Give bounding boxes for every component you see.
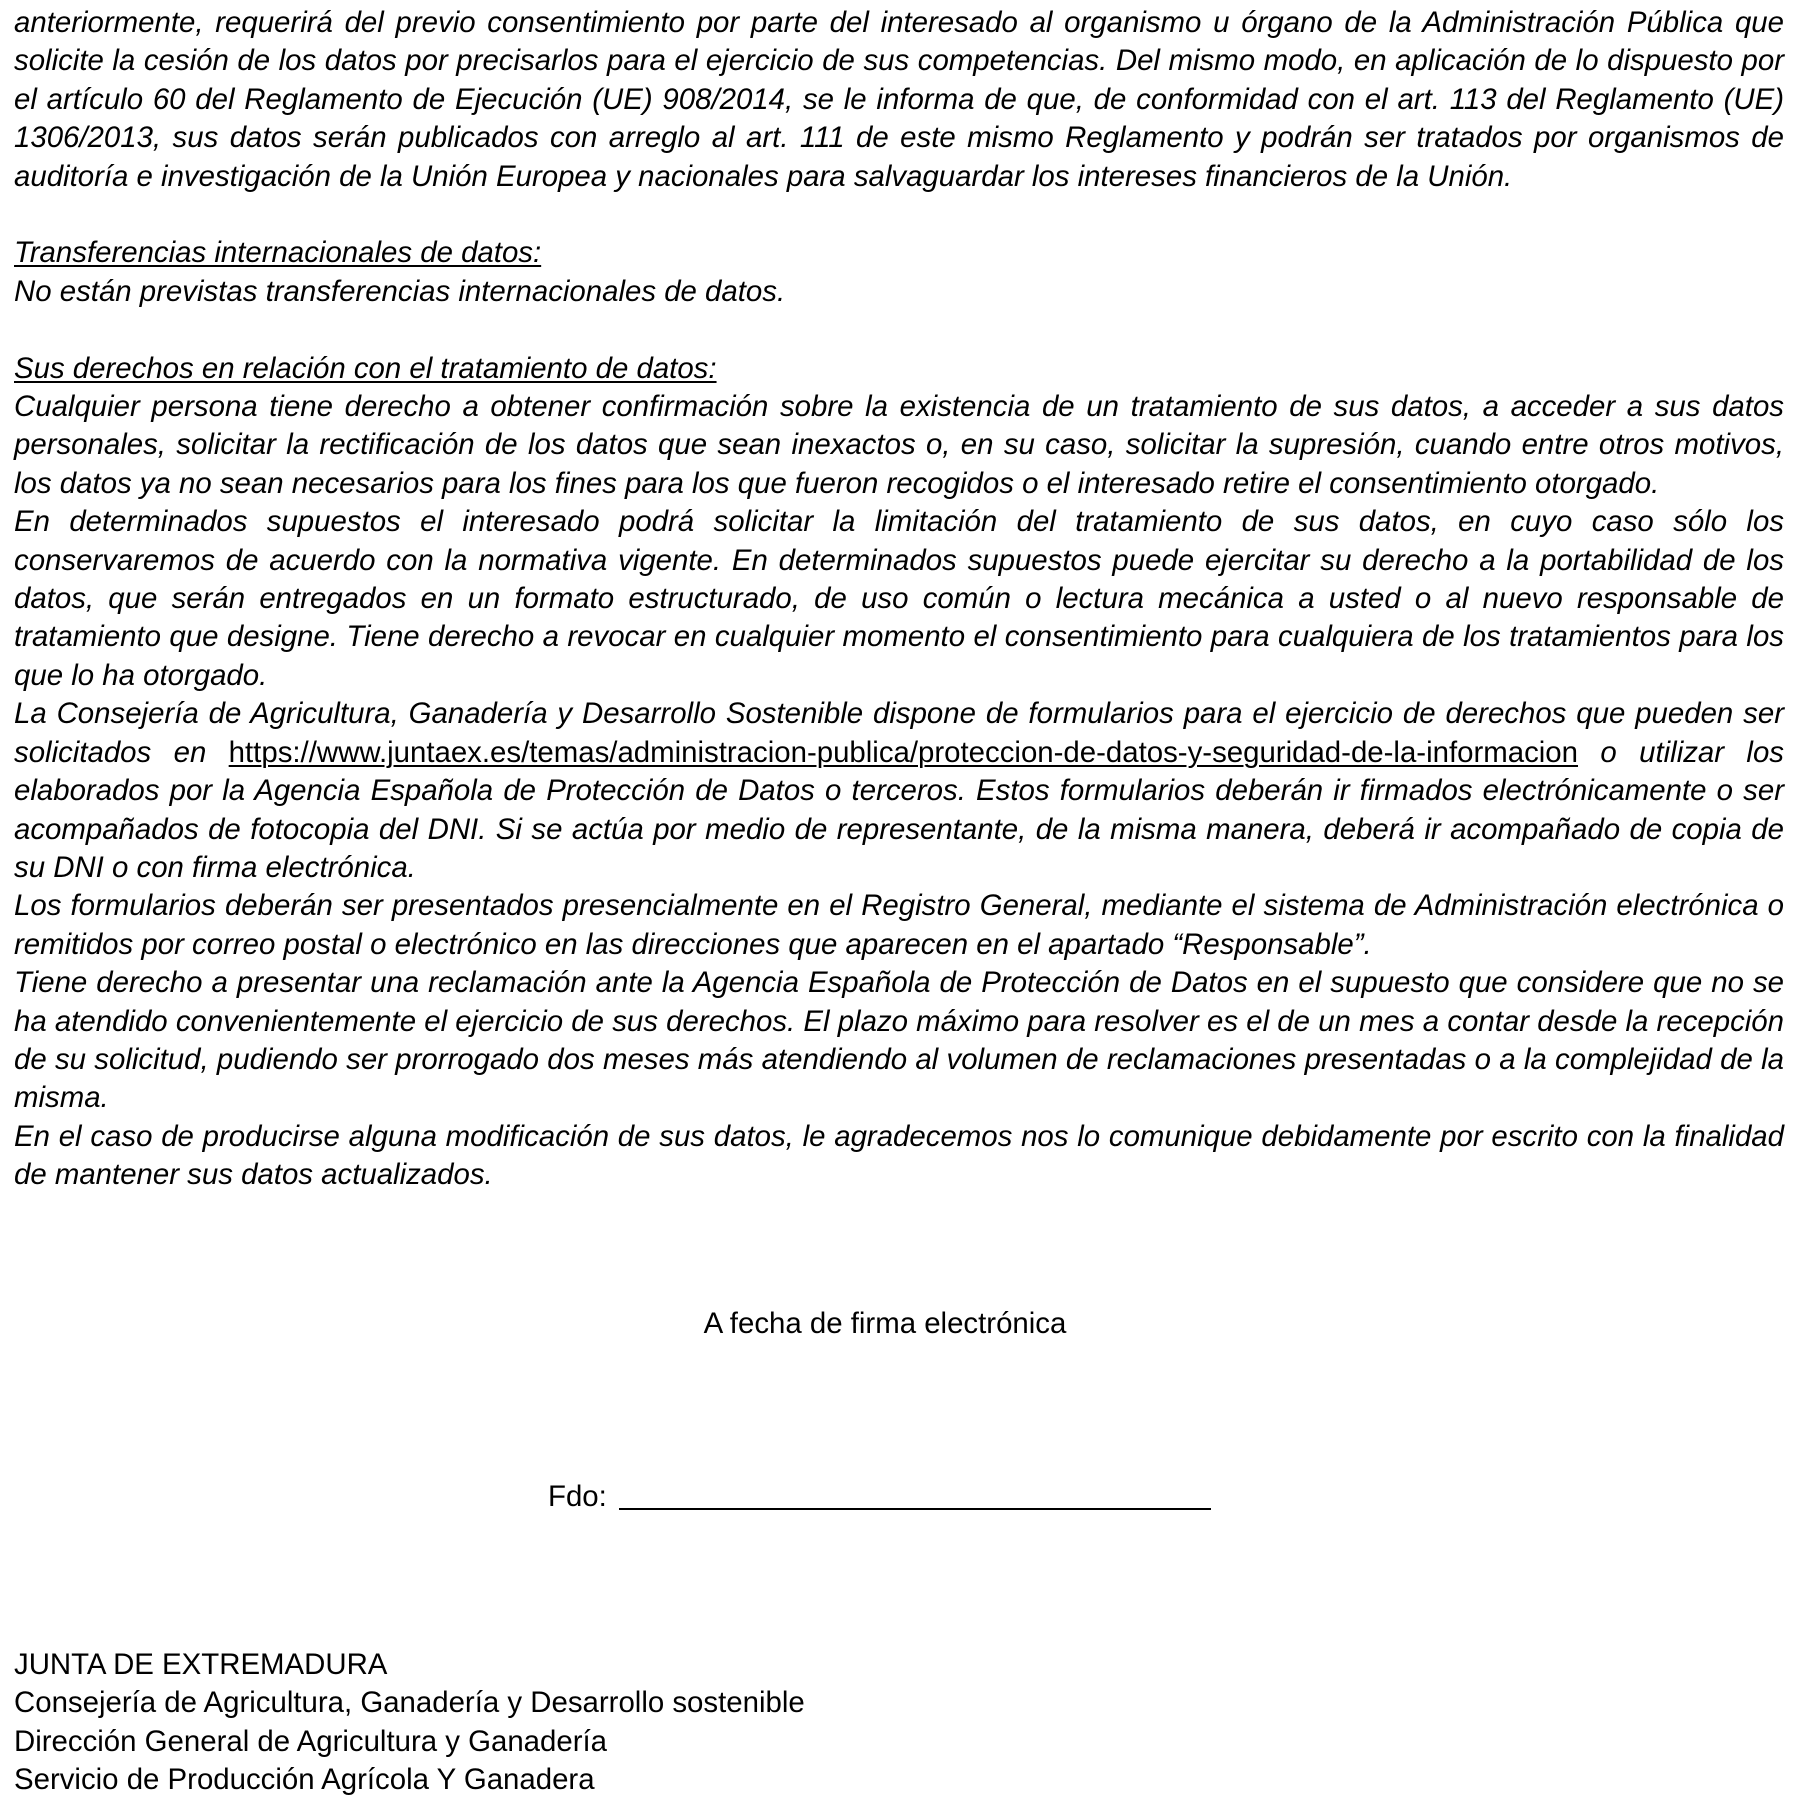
paragraph-derechos-formularios bbox=[14, 695, 1784, 887]
paragraph-derechos-modificacion: En el caso de producirse alguna modificación de sus datos, le agradecemos nos lo comunique debidamente por escrito con la finalidad de mantener sus datos actualizados. bbox=[14, 1119, 1784, 1192]
paragraph-derechos-presentacion: Los formularios deberán ser presentados presencialmente en el Registro General, mediante el sistema de Administración electrónica o remitidos por correo postal o electrónico en las direcciones que aparecen en el apartado “Responsable”. bbox=[14, 889, 1784, 961]
paragraph-derechos-acceso: Cualquier persona tiene derecho a obtener confirmación sobre la existencia de un tratamiento de sus datos, a acceder a sus datos personales, solicitar la rectificación de los datos que sean inexactos o, en su caso, solicitar la supresión, cuando entre otros motivos, los datos ya no sean necesarios para los fines para los que fueron recogidos o el interesado retire el consentimiento otorgado. bbox=[14, 390, 1784, 500]
heading-derechos-text: Sus derechos en relación con el tratamiento de datos: bbox=[14, 351, 717, 385]
paragraph-cesion-datos: anteriormente, requerirá del previo consentimiento por parte del interesado al organismo u órgano de la Administración Pública que solicite la cesión de los datos por precisarlos para el ejercicio de sus competencias. Del mismo modo, en aplicación de lo dispuesto por el artículo 60 del Reglamento de Ejecución (UE) 908/2014, se le informa de que, de conformidad con el art. 113 del Reglamento (UE) 1306/2013, sus datos serán publicados con arreglo al art. 111 de este mismo Reglamento y podrán ser tratados por organismos de auditoría e investigación de la Unión Europea y nacionales para salvaguardar los intereses financieros de la Unión. bbox=[14, 6, 1784, 193]
paragraph-derechos-reclamacion: Tiene derecho a presentar una reclamación ante la Agencia Española de Protección de Datos en el supuesto que considere que no se ha atendido convenientemente el ejercicio de sus derechos. El plazo máximo para resolver es el de un mes a contar desde la recepción de su solicitud, pudiendo ser prorrogado dos meses más atendiendo al volumen de reclamaciones presentadas o a la complejidad de la misma. bbox=[14, 966, 1784, 1115]
heading-transferencias bbox=[14, 234, 1784, 272]
spacer bbox=[14, 311, 1784, 349]
formularios-text-after: o utilizar los elaborados por la Agencia Española de Protección de Datos o terceros. Estos formularios deberán ir firmados electrónicamente o ser acompañados de fotocopia del DNI. Si se actúa por medio de representante, de la misma manera, deberá ir acompañado de copia de su DNI o con firma electrónica. bbox=[14, 735, 1784, 884]
spacer bbox=[14, 196, 1784, 234]
formularios-text-before: La Consejería de Agricultura, Ganadería y Desarrollo Sostenible dispone de formularios para el ejercicio de derechos que pueden ser solicitados en bbox=[14, 697, 1784, 769]
fdo-label: Fdo: bbox=[548, 1480, 607, 1513]
paragraph-transferencias: No están previstas transferencias internacionales de datos. bbox=[14, 274, 786, 308]
signature-blank bbox=[619, 1482, 1211, 1510]
footer-line-direccion: Dirección General de Agricultura y Ganadería bbox=[14, 1724, 608, 1758]
heading-transferencias-text: Transferencias internacionales de datos: bbox=[14, 236, 542, 270]
heading-derechos bbox=[14, 350, 1784, 388]
document-body bbox=[14, 4, 1784, 1195]
footer-line-junta: JUNTA DE EXTREMADURA bbox=[14, 1648, 388, 1681]
proteccion-datos-link[interactable]: https://www.juntaex.es/temas/administracion-publica/proteccion-de-datos-y-seguridad-de-la-informacion bbox=[228, 735, 1579, 769]
paragraph-derechos-limitacion: En determinados supuestos el interesado podrá solicitar la limitación del tratamiento de sus datos, en cuyo caso sólo los conservaremos de acuerdo con la normativa vigente. En determinados supuestos puede ejercitar su derecho a la portabilidad de los datos, que serán entregados en un formato estructurado, de uso común o lectura mecánica a usted o al nuevo responsable de tratamiento que designe. Tiene derecho a revocar en cualquier momento el consentimiento para cualquiera de los tratamientos para los que lo ha otorgado. bbox=[14, 505, 1784, 692]
signature-date-text: A fecha de firma electrónica bbox=[703, 1307, 1067, 1340]
footer-organization bbox=[14, 1646, 805, 1800]
document-page bbox=[14, 4, 1784, 1195]
footer-line-consejeria: Consejería de Agricultura, Ganadería y Desarrollo sostenible bbox=[14, 1686, 805, 1720]
footer-line-servicio: Servicio de Producción Agrícola Y Ganadera bbox=[14, 1763, 595, 1797]
signature-line bbox=[548, 1478, 1211, 1516]
